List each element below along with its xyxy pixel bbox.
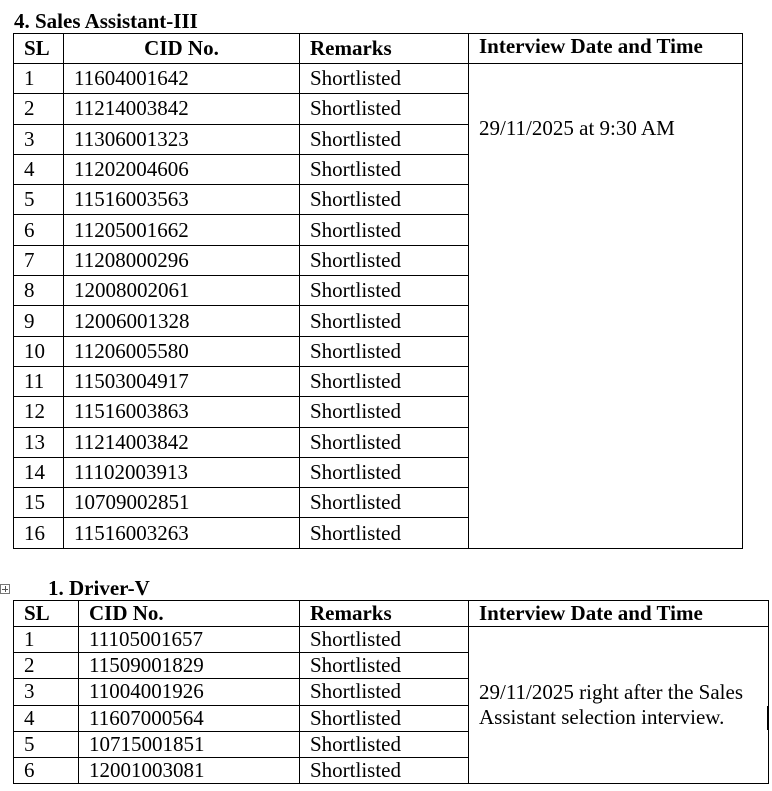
cell-cid: 11208000296 <box>64 245 300 275</box>
cell-sl: 8 <box>14 276 64 306</box>
cell-sl: 2 <box>14 653 79 679</box>
cell-sl: 4 <box>14 705 79 731</box>
cell-cid: 10715001851 <box>79 731 300 757</box>
header-remarks: Remarks <box>300 601 469 627</box>
cell-cid: 11509001829 <box>79 653 300 679</box>
cell-sl: 13 <box>14 427 64 457</box>
cell-cid: 11205001662 <box>64 215 300 245</box>
cell-cid: 11604001642 <box>64 64 300 94</box>
table-header-row <box>14 601 769 627</box>
cell-remarks: Shortlisted <box>300 215 469 245</box>
header-interview: Interview Date and Time <box>469 601 769 627</box>
cell-cid: 11206005580 <box>64 336 300 366</box>
cell-cid: 11214003842 <box>64 427 300 457</box>
table-move-handle-icon[interactable] <box>0 584 10 594</box>
cell-sl: 1 <box>14 627 79 653</box>
cell-sl: 5 <box>14 185 64 215</box>
cell-remarks: Shortlisted <box>300 457 469 487</box>
cell-cid: 10709002851 <box>64 488 300 518</box>
cell-remarks: Shortlisted <box>300 679 469 705</box>
cell-cid: 11607000564 <box>79 705 300 731</box>
cell-sl: 16 <box>14 518 64 548</box>
interview-date-cell: 29/11/2025 right after the Sales Assistant selection interview. <box>469 627 769 784</box>
driver-table <box>13 600 769 784</box>
cell-remarks: Shortlisted <box>300 64 469 94</box>
cell-remarks: Shortlisted <box>300 705 469 731</box>
cell-sl: 4 <box>14 154 64 184</box>
section-heading-driver: 1. Driver-V <box>48 576 150 600</box>
header-sl: SL <box>14 34 64 64</box>
header-cid: CID No. <box>64 34 300 64</box>
cell-remarks: Shortlisted <box>300 336 469 366</box>
cell-cid: 11214003842 <box>64 94 300 124</box>
cell-sl: 1 <box>14 64 64 94</box>
cell-sl: 2 <box>14 94 64 124</box>
cell-sl: 7 <box>14 245 64 275</box>
cell-sl: 3 <box>14 124 64 154</box>
cell-cid: 11105001657 <box>79 627 300 653</box>
cell-remarks: Shortlisted <box>300 154 469 184</box>
cell-remarks: Shortlisted <box>300 653 469 679</box>
cell-sl: 14 <box>14 457 64 487</box>
cell-cid: 11503004917 <box>64 366 300 396</box>
header-interview: Interview Date and Time <box>469 34 743 64</box>
cell-sl: 11 <box>14 366 64 396</box>
cell-sl: 6 <box>14 215 64 245</box>
cell-remarks: Shortlisted <box>300 427 469 457</box>
cell-cid: 11516003863 <box>64 397 300 427</box>
cell-sl: 6 <box>14 757 79 783</box>
cell-remarks: Shortlisted <box>300 124 469 154</box>
cell-cid: 11516003563 <box>64 185 300 215</box>
sales-assistant-table <box>13 33 743 549</box>
interview-date-cell: 29/11/2025 at 9:30 AM <box>469 64 743 549</box>
table-row <box>14 64 743 94</box>
cell-cid: 12006001328 <box>64 306 300 336</box>
cell-remarks: Shortlisted <box>300 276 469 306</box>
cell-remarks: Shortlisted <box>300 731 469 757</box>
header-remarks: Remarks <box>300 34 469 64</box>
header-cid: CID No. <box>79 601 300 627</box>
cell-remarks: Shortlisted <box>300 366 469 396</box>
cell-sl: 15 <box>14 488 64 518</box>
cell-sl: 10 <box>14 336 64 366</box>
cell-sl: 9 <box>14 306 64 336</box>
cell-remarks: Shortlisted <box>300 94 469 124</box>
cell-sl: 5 <box>14 731 79 757</box>
table-row <box>14 627 769 653</box>
cell-cid: 11102003913 <box>64 457 300 487</box>
table-header-row <box>14 34 743 64</box>
cell-remarks: Shortlisted <box>300 757 469 783</box>
cell-remarks: Shortlisted <box>300 627 469 653</box>
cell-remarks: Shortlisted <box>300 245 469 275</box>
cell-remarks: Shortlisted <box>300 306 469 336</box>
cell-cid: 11306001323 <box>64 124 300 154</box>
cell-remarks: Shortlisted <box>300 518 469 548</box>
cell-cid: 11202004606 <box>64 154 300 184</box>
cell-cid: 12008002061 <box>64 276 300 306</box>
header-sl: SL <box>14 601 79 627</box>
cell-remarks: Shortlisted <box>300 397 469 427</box>
cell-cid: 11004001926 <box>79 679 300 705</box>
cell-remarks: Shortlisted <box>300 488 469 518</box>
cell-sl: 3 <box>14 679 79 705</box>
section-heading-sales-assistant: 4. Sales Assistant-III <box>14 9 198 33</box>
text-cursor <box>767 706 769 730</box>
cell-cid: 12001003081 <box>79 757 300 783</box>
cell-sl: 12 <box>14 397 64 427</box>
cell-remarks: Shortlisted <box>300 185 469 215</box>
cell-cid: 11516003263 <box>64 518 300 548</box>
